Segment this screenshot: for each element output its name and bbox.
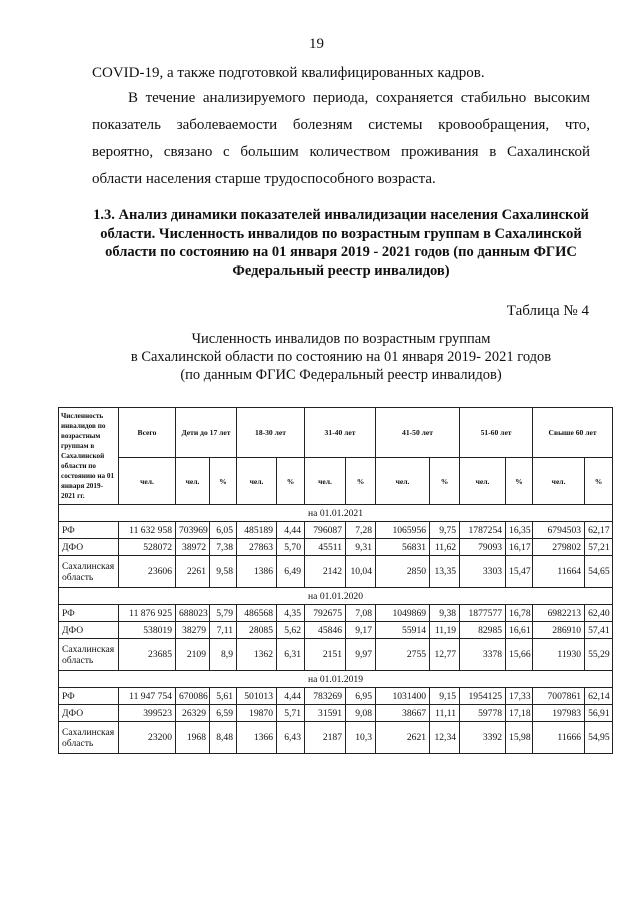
count-cell: 1031400 [376,688,430,705]
count-cell: 501013 [237,688,277,705]
percent-cell: 15,66 [506,639,533,671]
count-cell: 59778 [460,705,506,722]
count-cell: 11664 [533,556,585,588]
percent-cell: 6,95 [346,688,376,705]
count-cell: 783269 [305,688,346,705]
count-cell: 796087 [305,522,346,539]
percent-cell: 16,35 [506,522,533,539]
percent-cell: 8,48 [210,722,237,754]
percent-cell: 9,58 [210,556,237,588]
count-cell: 1386 [237,556,277,588]
percent-cell: 6,31 [277,639,305,671]
count-cell: 538019 [119,622,176,639]
count-cell: 6794503 [533,522,585,539]
page-number: 19 [309,36,324,52]
count-cell: 2261 [176,556,210,588]
percent-cell: 15,98 [506,722,533,754]
date-row [59,588,613,605]
percent-cell: 10,3 [346,722,376,754]
count-cell: 11 632 958 [119,522,176,539]
percent-cell: 17,18 [506,705,533,722]
count-cell: 3303 [460,556,506,588]
percent-cell: 9,97 [346,639,376,671]
paragraph-1: COVID-19, а также подготовкой квалифицированных кадров. [92,65,485,81]
count-cell: 28085 [237,622,277,639]
unit-header: % [585,458,613,505]
percent-cell: 57,41 [585,622,613,639]
unit-header: чел. [237,458,277,505]
count-cell: 197983 [533,705,585,722]
count-cell: 1787254 [460,522,506,539]
count-cell: 23685 [119,639,176,671]
percent-cell: 6,43 [277,722,305,754]
percent-cell: 62,40 [585,605,613,622]
count-cell: 7007861 [533,688,585,705]
count-cell: 19870 [237,705,277,722]
count-cell: 670086 [176,688,210,705]
percent-cell: 16,61 [506,622,533,639]
table-row [59,688,613,705]
header-31-40: 31-40 лет [305,408,376,458]
paragraph-2: В течение анализируемого периода, сохраняется стабильно высоким показатель заболеваемости болезням системы кровообращения, что, вероятно, связано с большим количеством проживания в Сахалинской области населения старше трудоспособного возраста. [92,90,590,187]
count-cell: 1366 [237,722,277,754]
count-cell: 27863 [237,539,277,556]
percent-cell: 11,19 [430,622,460,639]
table-row [59,722,613,754]
percent-cell: 5,70 [277,539,305,556]
date-label: на 01.01.2020 [59,588,613,605]
count-cell: 23200 [119,722,176,754]
percent-cell: 6,59 [210,705,237,722]
percent-cell: 54,95 [585,722,613,754]
table-caption-line-3: (по данным ФГИС Федеральный реестр инвалидов) [180,367,502,383]
count-cell: 31591 [305,705,346,722]
count-cell: 38972 [176,539,210,556]
percent-cell: 54,65 [585,556,613,588]
unit-header: % [430,458,460,505]
count-cell: 2109 [176,639,210,671]
count-cell: 703969 [176,522,210,539]
percent-cell: 7,11 [210,622,237,639]
table-caption-line-2: в Сахалинской области по состоянию на 01 января 2019- 2021 годов [130,349,552,365]
count-cell: 1877577 [460,605,506,622]
unit-header: % [346,458,376,505]
count-cell: 11 876 925 [119,605,176,622]
count-cell: 56831 [376,539,430,556]
table-row [59,622,613,639]
table-row [59,522,613,539]
count-cell: 486568 [237,605,277,622]
count-cell: 82985 [460,622,506,639]
percent-cell: 62,14 [585,688,613,705]
header-total: Всего [119,408,176,458]
unit-header: % [506,458,533,505]
percent-cell: 4,44 [277,688,305,705]
count-cell: 55914 [376,622,430,639]
count-cell: 2151 [305,639,346,671]
date-row [59,505,613,522]
count-cell: 79093 [460,539,506,556]
region-cell: РФ [59,522,119,539]
count-cell: 45846 [305,622,346,639]
percent-cell: 7,38 [210,539,237,556]
count-cell: 1362 [237,639,277,671]
header-41-50: 41-50 лет [376,408,460,458]
percent-cell: 9,75 [430,522,460,539]
percent-cell: 9,31 [346,539,376,556]
disability-age-table [58,407,613,754]
percent-cell: 56,91 [585,705,613,722]
percent-cell: 9,38 [430,605,460,622]
count-cell: 792675 [305,605,346,622]
count-cell: 11 947 754 [119,688,176,705]
header-children: Дети до 17 лет [176,408,237,458]
region-cell: Сахалинская область [59,722,119,754]
percent-cell: 16,78 [506,605,533,622]
count-cell: 3392 [460,722,506,754]
date-label: на 01.01.2019 [59,671,613,688]
percent-cell: 12,77 [430,639,460,671]
table-unit-header-row [59,458,613,505]
percent-cell: 7,28 [346,522,376,539]
region-cell: РФ [59,605,119,622]
count-cell: 38279 [176,622,210,639]
percent-cell: 4,35 [277,605,305,622]
unit-header: % [210,458,237,505]
count-cell: 688023 [176,605,210,622]
percent-cell: 57,21 [585,539,613,556]
percent-cell: 62,17 [585,522,613,539]
region-cell: Сахалинская область [59,556,119,588]
count-cell: 1954125 [460,688,506,705]
region-cell: ДФО [59,705,119,722]
table-row [59,705,613,722]
count-cell: 399523 [119,705,176,722]
table-caption-line-1: Численность инвалидов по возрастным группам [191,331,491,347]
count-cell: 1049869 [376,605,430,622]
count-cell: 38667 [376,705,430,722]
unit-header: чел. [533,458,585,505]
unit-header: чел. [305,458,346,505]
percent-cell: 5,61 [210,688,237,705]
date-row [59,671,613,688]
count-cell: 2621 [376,722,430,754]
count-cell: 23606 [119,556,176,588]
count-cell: 2755 [376,639,430,671]
percent-cell: 5,71 [277,705,305,722]
count-cell: 279802 [533,539,585,556]
percent-cell: 13,35 [430,556,460,588]
percent-cell: 10,04 [346,556,376,588]
table-caption [92,330,590,384]
percent-cell: 17,33 [506,688,533,705]
percent-cell: 5,79 [210,605,237,622]
count-cell: 2187 [305,722,346,754]
count-cell: 1065956 [376,522,430,539]
table-row [59,605,613,622]
count-cell: 3378 [460,639,506,671]
region-cell: Сахалинская область [59,639,119,671]
percent-cell: 9,17 [346,622,376,639]
region-cell: РФ [59,688,119,705]
header-over-60: Свыше 60 лет [533,408,613,458]
percent-cell: 15,47 [506,556,533,588]
count-cell: 26329 [176,705,210,722]
percent-cell: 55,29 [585,639,613,671]
unit-header: % [277,458,305,505]
unit-header: чел. [119,458,176,505]
count-cell: 6982213 [533,605,585,622]
section-heading: 1.3. Анализ динамики показателей инвалидизации населения Сахалинской области. Численность инвалидов по возрастным группам в Сахалинской области по состоянию на 01 января 2019 - 2021 годов (по данным ФГИС Федеральный реестр инвалидов) [93,207,589,279]
count-cell: 45511 [305,539,346,556]
percent-cell: 4,44 [277,522,305,539]
count-cell: 11930 [533,639,585,671]
count-cell: 286910 [533,622,585,639]
percent-cell: 6,49 [277,556,305,588]
unit-header: чел. [176,458,210,505]
percent-cell: 12,34 [430,722,460,754]
percent-cell: 5,62 [277,622,305,639]
percent-cell: 11,62 [430,539,460,556]
percent-cell: 16,17 [506,539,533,556]
count-cell: 11666 [533,722,585,754]
table-row [59,539,613,556]
region-cell: ДФО [59,622,119,639]
count-cell: 1968 [176,722,210,754]
count-cell: 528072 [119,539,176,556]
corner-header: Численность инвалидов по возрастным группам в Сахалинской области по состоянию на 01 января 2019-2021 гг. [59,408,119,505]
percent-cell: 11,11 [430,705,460,722]
table-body [59,505,613,754]
table-label: Таблица № 4 [506,303,589,319]
percent-cell: 6,05 [210,522,237,539]
date-label: на 01.01.2021 [59,505,613,522]
count-cell: 2142 [305,556,346,588]
unit-header: чел. [460,458,506,505]
unit-header: чел. [376,458,430,505]
region-cell: ДФО [59,539,119,556]
percent-cell: 9,15 [430,688,460,705]
percent-cell: 7,08 [346,605,376,622]
percent-cell: 9,08 [346,705,376,722]
table-group-header-row [59,408,613,458]
percent-cell: 8,9 [210,639,237,671]
table-row [59,556,613,588]
table-row [59,639,613,671]
header-18-30: 18-30 лет [237,408,305,458]
count-cell: 485189 [237,522,277,539]
count-cell: 2850 [376,556,430,588]
header-51-60: 51-60 лет [460,408,533,458]
